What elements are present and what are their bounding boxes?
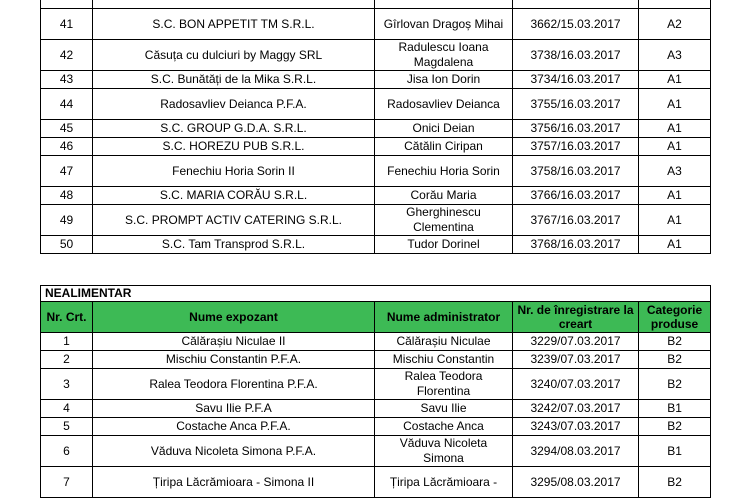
cell-admin: Radosavliev Deianca: [375, 89, 513, 120]
cell-nr: 6: [41, 436, 93, 467]
cell-nr: 7: [41, 467, 93, 498]
table-row: [41, 369, 711, 400]
cell-admin: Călărașiu Niculae: [375, 333, 513, 351]
cell-admin: Radulescu Ioana Magdalena: [375, 40, 513, 71]
cell-reg: 3738/16.03.2017: [513, 40, 639, 71]
section-title: NEALIMENTAR: [41, 286, 711, 302]
cell-admin: Ralea Teodora Florentina: [375, 369, 513, 400]
cell-cat: B1: [639, 400, 711, 418]
cell-cat: A1: [639, 138, 711, 156]
cell-reg: 3757/16.03.2017: [513, 138, 639, 156]
cell-admin: Văduva Nicoleta Simona: [375, 436, 513, 467]
header-nr: Nr. Crt.: [41, 302, 93, 333]
cell-cat: B1: [639, 436, 711, 467]
cell-reg: 3295/08.03.2017: [513, 467, 639, 498]
cell-admin: Fenechiu Horia Sorin: [375, 156, 513, 187]
cell-cat: A1: [639, 205, 711, 236]
cell-reg: 3755/16.03.2017: [513, 89, 639, 120]
nealimentar-table: [40, 285, 711, 498]
cell-reg: 3239/07.03.2017: [513, 351, 639, 369]
cell-reg: 3768/16.03.2017: [513, 236, 639, 254]
cell-name: S.C. HOREZU PUB S.R.L.: [93, 138, 375, 156]
cell-nr: 42: [41, 40, 93, 71]
cell-name: S.C. Tam Transprod S.R.L.: [93, 236, 375, 254]
cell-cat: A1: [639, 236, 711, 254]
table-row: [41, 467, 711, 498]
cell-reg: 3294/08.03.2017: [513, 436, 639, 467]
cell-admin: Tudor Dorinel: [375, 236, 513, 254]
table-row-partial: [41, 0, 711, 9]
cell-reg: 3767/16.03.2017: [513, 205, 639, 236]
table-row: [41, 205, 711, 236]
alimentar-rows: [41, 9, 711, 254]
alimentar-table: [40, 0, 711, 254]
header-reg: Nr. de înregistrare la creart: [513, 302, 639, 333]
cell-nr: 2: [41, 351, 93, 369]
cell-name: Călărașiu Niculae II: [93, 333, 375, 351]
cell-name: Căsuța cu dulciuri by Maggy SRL: [93, 40, 375, 71]
table-row: [41, 187, 711, 205]
cell-nr: 41: [41, 9, 93, 40]
table-header-row: [41, 302, 711, 333]
cell-reg: 3242/07.03.2017: [513, 400, 639, 418]
cell-name: S.C. GROUP G.D.A. S.R.L.: [93, 120, 375, 138]
header-cat: Categorie produse: [639, 302, 711, 333]
table-row: [41, 9, 711, 40]
cell-nr: 45: [41, 120, 93, 138]
cell-admin: Gherghinescu Clementina: [375, 205, 513, 236]
cell-name: S.C. BON APPETIT TM S.R.L.: [93, 9, 375, 40]
cell-name: S.C. PROMPT ACTIV CATERING S.R.L.: [93, 205, 375, 236]
cell-name: Costache Anca P.F.A.: [93, 418, 375, 436]
cell-admin: Gîrlovan Dragoș Mihai: [375, 9, 513, 40]
cell-cat: A3: [639, 156, 711, 187]
cell-name: S.C. Bunătăți de la Mika S.R.L.: [93, 71, 375, 89]
cell-name: Mischiu Constantin P.F.A.: [93, 351, 375, 369]
cell-name: Văduva Nicoleta Simona P.F.A.: [93, 436, 375, 467]
table-row: [41, 436, 711, 467]
cell-nr: 46: [41, 138, 93, 156]
cell-reg: 3243/07.03.2017: [513, 418, 639, 436]
table-row: [41, 71, 711, 89]
cell-nr: 44: [41, 89, 93, 120]
cell-cat: B2: [639, 333, 711, 351]
cell-admin: Costache Anca: [375, 418, 513, 436]
cell-nr: 4: [41, 400, 93, 418]
cell-nr: 47: [41, 156, 93, 187]
cell-name: Ralea Teodora Florentina P.F.A.: [93, 369, 375, 400]
cell-cat: A1: [639, 187, 711, 205]
table-row: [41, 236, 711, 254]
cell-nr: 1: [41, 333, 93, 351]
table-row: [41, 418, 711, 436]
cell-reg: 3229/07.03.2017: [513, 333, 639, 351]
cell-reg: 3734/16.03.2017: [513, 71, 639, 89]
cell-admin: Mischiu Constantin: [375, 351, 513, 369]
cell-name: Radosavliev Deianca P.F.A.: [93, 89, 375, 120]
header-admin: Nume administrator: [375, 302, 513, 333]
cell-cat: A2: [639, 9, 711, 40]
cell-name: Țiripa Lăcrămioara - Simona II: [93, 467, 375, 498]
cell-nr: 5: [41, 418, 93, 436]
cell-name: S.C. MARIA CORĂU S.R.L.: [93, 187, 375, 205]
cell-admin: Țiripa Lăcrămioara -: [375, 467, 513, 498]
cell-nr: 48: [41, 187, 93, 205]
cell-name: Savu Ilie P.F.A: [93, 400, 375, 418]
cell-cat: A3: [639, 40, 711, 71]
cell-cat: A1: [639, 89, 711, 120]
header-name: Nume expozant: [93, 302, 375, 333]
cell-admin: Onici Deian: [375, 120, 513, 138]
cell-admin: Cătălin Ciripan: [375, 138, 513, 156]
cell-nr: 3: [41, 369, 93, 400]
cell-reg: 3756/16.03.2017: [513, 120, 639, 138]
cell-reg: 3240/07.03.2017: [513, 369, 639, 400]
cell-admin: Jisa Ion Dorin: [375, 71, 513, 89]
table-row: [41, 40, 711, 71]
cell-cat: B2: [639, 467, 711, 498]
cell-cat: B2: [639, 369, 711, 400]
cell-cat: A1: [639, 71, 711, 89]
table-row: [41, 156, 711, 187]
cell-admin: Corău Maria: [375, 187, 513, 205]
table-row: [41, 89, 711, 120]
cell-nr: 50: [41, 236, 93, 254]
nealimentar-rows: [41, 333, 711, 498]
table-row: [41, 120, 711, 138]
cell-cat: A1: [639, 120, 711, 138]
cell-admin: Savu Ilie: [375, 400, 513, 418]
cell-nr: 43: [41, 71, 93, 89]
cell-name: Fenechiu Horia Sorin II: [93, 156, 375, 187]
cell-cat: B2: [639, 351, 711, 369]
table-row: [41, 138, 711, 156]
cell-nr: 49: [41, 205, 93, 236]
cell-reg: 3758/16.03.2017: [513, 156, 639, 187]
table-row: [41, 351, 711, 369]
table-row: [41, 333, 711, 351]
table-row: [41, 400, 711, 418]
cell-reg: 3766/16.03.2017: [513, 187, 639, 205]
cell-cat: B2: [639, 418, 711, 436]
cell-reg: 3662/15.03.2017: [513, 9, 639, 40]
